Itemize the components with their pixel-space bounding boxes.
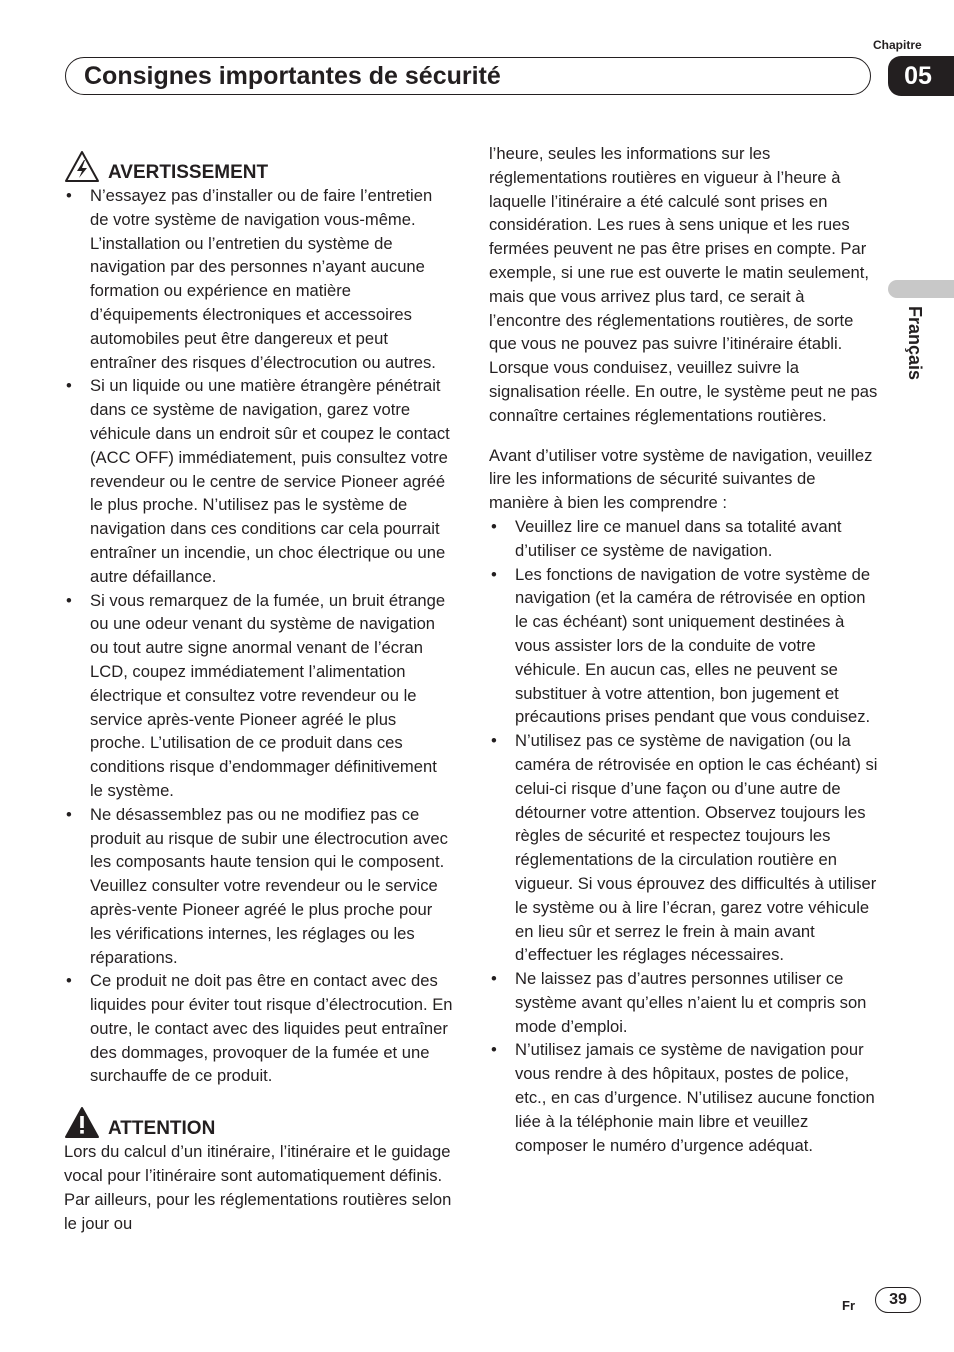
- list-item: • Si un liquide ou une matière étrangère pénétrait dans ce système de navigation, garez votre véhicule dans un endroit sûr et coupez le contact (ACC OFF) immédiatement, puis consultez votre revendeur ou le centre de service Pioneer agréé le plus proche. N’utilisez pas le système de navigation dans ces conditions car cela pourrait entraîner un incendie, un choc électrique ou une autre défaillance.: [64, 374, 454, 588]
- language-label: Français: [905, 306, 925, 381]
- warning-label: AVERTISSEMENT: [108, 162, 269, 183]
- page-title: Consignes importantes de sécurité: [84, 62, 501, 90]
- caution-label: ATTENTION: [108, 1118, 216, 1140]
- chapter-tab: [888, 56, 954, 96]
- right-column: [489, 142, 879, 1157]
- list-item: • N’utilisez jamais ce système de navigation pour vous rendre à des hôpitaux, postes de police, etc., en cas d’urgence. N’utilisez aucune fonction liée à la téléphonie main libre et veuillez composer le numéro d’urgence adéquat.: [489, 1038, 879, 1157]
- warning-list: [64, 184, 454, 1088]
- list-item: • Ne laissez pas d’autres personnes utiliser ce système avant qu’elles n’aient lu et compris son mode d’emploi.: [489, 967, 879, 1038]
- list-item: • Ne désassemblez pas ou ne modifiez pas ce produit au risque de subir une électrocution avec les composants haute tension qui le composent. Veuillez consulter votre revendeur ou le service après-vente Pioneer agréé le plus proche pour les vérifications internes, les réglages ou les réparations.: [64, 803, 454, 970]
- language-tab: [888, 280, 954, 298]
- safety-list: [489, 515, 879, 1158]
- list-item: • N’utilisez pas ce système de navigation (ou la caméra de rétrovisée en option le cas échéant) si celui-ci risque d’une façon ou d’une autre de détourner votre attention. Observez toujours les règles de sécurité et respectez toujours les réglementations de la circulation routière en vigueur. Si vous éprouvez des difficultés à utiliser le système ou à lire l’écran, garez votre véhicule en lieu sûr et serrez le frein à main avant d’effectuer les réglages nécessaires.: [489, 729, 879, 967]
- list-item: • N’essayez pas d’installer ou de faire l’entretien de votre système de navigation vous-même. L’installation ou l’entretien du système de navigation par des personnes n’ayant aucune formation ou expérience en matière d’équipements électroniques et accessoires automobiles peut être dangereux et peut entraîner des risques d’électrocution ou autres.: [64, 184, 454, 374]
- left-column: [64, 150, 454, 1235]
- exclamation-warning-icon: [64, 1106, 100, 1140]
- list-item: • Si vous remarquez de la fumée, un bruit étrange ou une odeur venant du système de navigation ou tout autre signe anormal venant de l’écran LCD, coupez immédiatement l’alimentation électrique et consultez votre revendeur ou le service après-vente Pioneer agréé le plus proche. L’utilisation de ce produit dans ces conditions risque d’endommager définitivement le système.: [64, 589, 454, 803]
- lightning-warning-icon: [64, 150, 100, 184]
- safety-intro: Avant d’utiliser votre système de navigation, veuillez lire les informations de sécurité suivantes de manière à bien les comprendre :: [489, 445, 873, 513]
- warning-heading: [64, 150, 454, 184]
- list-item: • Les fonctions de navigation de votre système de navigation (et la caméra de rétrovisée en option le cas échéant) sont uniquement destinées à vous assister lors de la conduite de votre véhicule. En aucun cas, elles ne peuvent se substituer à votre attention, bon jugement et précautions prises pendant que vous conduisez.: [489, 563, 879, 730]
- list-item: • Ce produit ne doit pas être en contact avec des liquides pour éviter tout risque d’électrocution. En outre, le contact avec des liquides peut entraîner des dommages, provoquer de la fumée et une surchauffe de ce produit.: [64, 969, 454, 1088]
- caution-text: Lors du calcul d’un itinéraire, l’itinéraire et le guidage vocal pour l’itinéraire sont automatiquement définis. Par ailleurs, pour les réglementations routières selon le jour ou: [64, 1142, 452, 1233]
- list-item: • Veuillez lire ce manuel dans sa totalité avant d’utiliser ce système de navigation.: [489, 515, 879, 563]
- caution-text-continued: l’heure, seules les informations sur les réglementations routières en vigueur à l’heure à laquelle l’itinéraire a été calculé sont prises en considération. Les rues à sens unique et les rues fermées peuvent ne pas être prises en compte. Par exemple, si une rue est ouverte le matin seulement, mais que vous arrivez plus tard, ce serait à l’encontre des réglementations routières, de sorte que vous ne pouvez pas suivre l’itinéraire établi. Lorsque vous conduisez, veuillez suivre la signalisation réelle. En outre, le système peut ne pas connaître certaines réglementations routières.: [489, 144, 878, 425]
- language-code: Fr: [842, 1298, 855, 1313]
- caution-heading: [64, 1106, 454, 1140]
- chapter-number: 05: [904, 62, 932, 90]
- chapter-label: Chapitre: [873, 38, 922, 52]
- page-number: 39: [875, 1287, 921, 1313]
